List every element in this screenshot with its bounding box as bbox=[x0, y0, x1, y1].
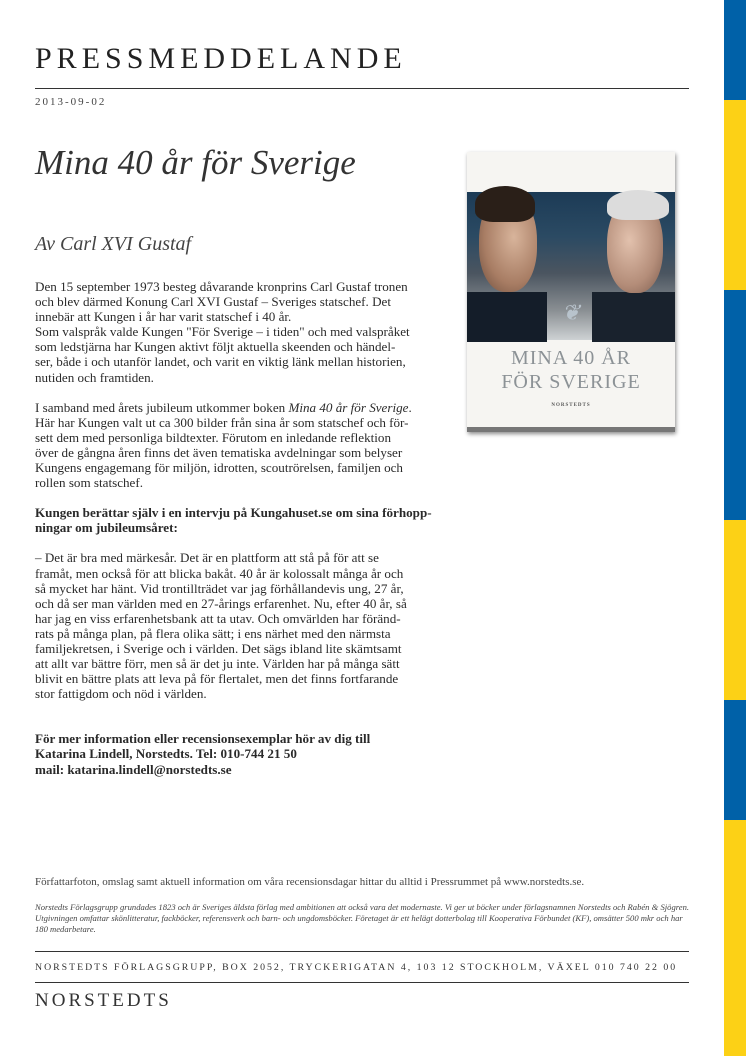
quote-line: rats på många plan, på flera olika sätt; i ens närhet med den närmsta bbox=[35, 625, 391, 641]
quote-line: har jag en viss erfarenhetsbank att ta utav. Och omvärlden har föränd- bbox=[35, 610, 401, 626]
body-line: nutiden och framtiden. bbox=[35, 369, 154, 385]
quote-line: – Det är bra med märkesår. Det är en plattform att stå på för att se bbox=[35, 550, 379, 566]
flag-stripe-yellow bbox=[724, 100, 746, 290]
cover-title-line: FÖR SVERIGE bbox=[501, 371, 641, 393]
flag-stripe-yellow bbox=[724, 520, 746, 700]
article-title: Mina 40 år för Sverige bbox=[35, 143, 356, 182]
body-line: sett dem med personliga bildtexter. Förutom en inledande reflektion bbox=[35, 429, 391, 445]
body-line: innebär att Kungen i år har varit statschef i 40 år. bbox=[35, 309, 292, 325]
quote-line: att allt var bättre förr, men så är det ju inte. Världen har på många sätt bbox=[35, 656, 400, 672]
body-line: rollen som statschef. bbox=[35, 475, 143, 491]
royal-monogram-icon: ❦ bbox=[561, 300, 581, 325]
body-line bbox=[35, 400, 453, 415]
quote-line: och då ser man världen med en 27-årings erfarenhet. Nu, efter 40 år, så bbox=[35, 595, 407, 611]
quote-line: familjekretsen, i Sverige och i världen. Det sägs ibland lite skämtsamt bbox=[35, 640, 402, 656]
body-line: ser, både i och utanför landet, och varit en viktig länk mellan historien, bbox=[35, 354, 406, 370]
quote-line: framåt, men också för att blicka bakåt. 40 år är kolossalt många år och bbox=[35, 565, 404, 581]
document-header-title: PRESSMEDDELANDE bbox=[35, 42, 407, 75]
body-line: över de gångna åren finns det även tematiska avdelningar som belyser bbox=[35, 444, 403, 460]
publisher-logo: NORSTEDTS bbox=[35, 990, 172, 1011]
body-line: Den 15 september 1973 besteg dåvarande kronprins Carl Gustaf tronen bbox=[35, 279, 408, 294]
body-text: . bbox=[408, 399, 412, 415]
footer-divider bbox=[35, 951, 689, 952]
body-line: Kungens engagemang för miljön, idrotten, scoutrörelsen, familjen och bbox=[35, 460, 403, 476]
body-line: och blev därmed Konung Carl XVI Gustaf – Sveriges statschef. Det bbox=[35, 294, 391, 310]
article-body bbox=[35, 279, 453, 777]
body-line: som ledstjärna har Kungen aktivt följt aktuella skeenden och händel- bbox=[35, 339, 396, 355]
interview-heading: Kungen berättar själv i en intervju på Kungahuset.se om sina förhopp- bbox=[35, 505, 432, 521]
cover-title bbox=[467, 346, 675, 394]
book-title-inline: Mina 40 år för Sverige bbox=[288, 399, 409, 415]
quote-line: så mycket har hänt. Vid trontillträdet var jag förhållandevis ung, 27 år, bbox=[35, 580, 404, 596]
interview-heading: ningar om jubileumsåret: bbox=[35, 520, 178, 536]
company-address: NORSTEDTS FÖRLAGSGRUPP, BOX 2052, TRYCKERIGATAN 4, 103 12 STOCKHOLM, VÄXEL 010 740 22 00 bbox=[35, 962, 678, 973]
quote-line: blivit en bättre plats att leva på för flertalet, men det finns fortfarande bbox=[35, 671, 399, 687]
flag-stripe-blue bbox=[724, 290, 746, 520]
header-divider bbox=[35, 88, 689, 89]
book-cover-image bbox=[467, 152, 675, 432]
contact-line: För mer information eller recensionsexemplar hör av dig till bbox=[35, 731, 371, 747]
contact-line: Katarina Lindell, Norstedts. Tel: 010-744 21 50 bbox=[35, 746, 297, 762]
body-line: Som valspråk valde Kungen "För Sverige – i tiden" och med valspråket bbox=[35, 324, 410, 340]
flag-stripe-blue bbox=[724, 700, 746, 820]
release-date: 2013-09-02 bbox=[35, 96, 107, 108]
article-byline: Av Carl XVI Gustaf bbox=[35, 233, 192, 255]
body-text: I samband med årets jubileum utkommer boken bbox=[35, 399, 289, 415]
flag-stripe-blue bbox=[724, 0, 746, 100]
flag-stripe-yellow bbox=[724, 820, 746, 1056]
cover-photo bbox=[467, 192, 675, 340]
press-room-info: Författarfoton, omslag samt aktuell information om våra recensionsdagar hittar du alltid i Pressrummet på www.norstedts.se. bbox=[35, 876, 585, 888]
cover-title-line: MINA 40 ÅR bbox=[510, 347, 631, 369]
cover-publisher: NORSTEDTS bbox=[551, 403, 591, 408]
contact-email[interactable]: mail: katarina.lindell@norstedts.se bbox=[35, 761, 232, 777]
company-description: Norstedts Förlagsgrupp grundades 1823 och är Sveriges äldsta förlag med ambitionen att också vara det modernaste. Vi ger ut böcker under förlagsnamnen Norstedts och Rabén & Sjögren. Utgivningen omfattar skönlitteratur, fackböcker, referensverk och barn- och ungdomsböcker. Företaget är ett helägt dotterbolag till Kooperativa Förbundet (KF), omsätter 500 mkr och har 180 medarbetare. bbox=[35, 902, 690, 934]
footer-divider bbox=[35, 982, 689, 983]
quote-line: stor fattigdom och nöd i världen. bbox=[35, 686, 207, 702]
body-line: Här har Kungen valt ut ca 300 bilder från sina år som statschef och för- bbox=[35, 414, 409, 430]
